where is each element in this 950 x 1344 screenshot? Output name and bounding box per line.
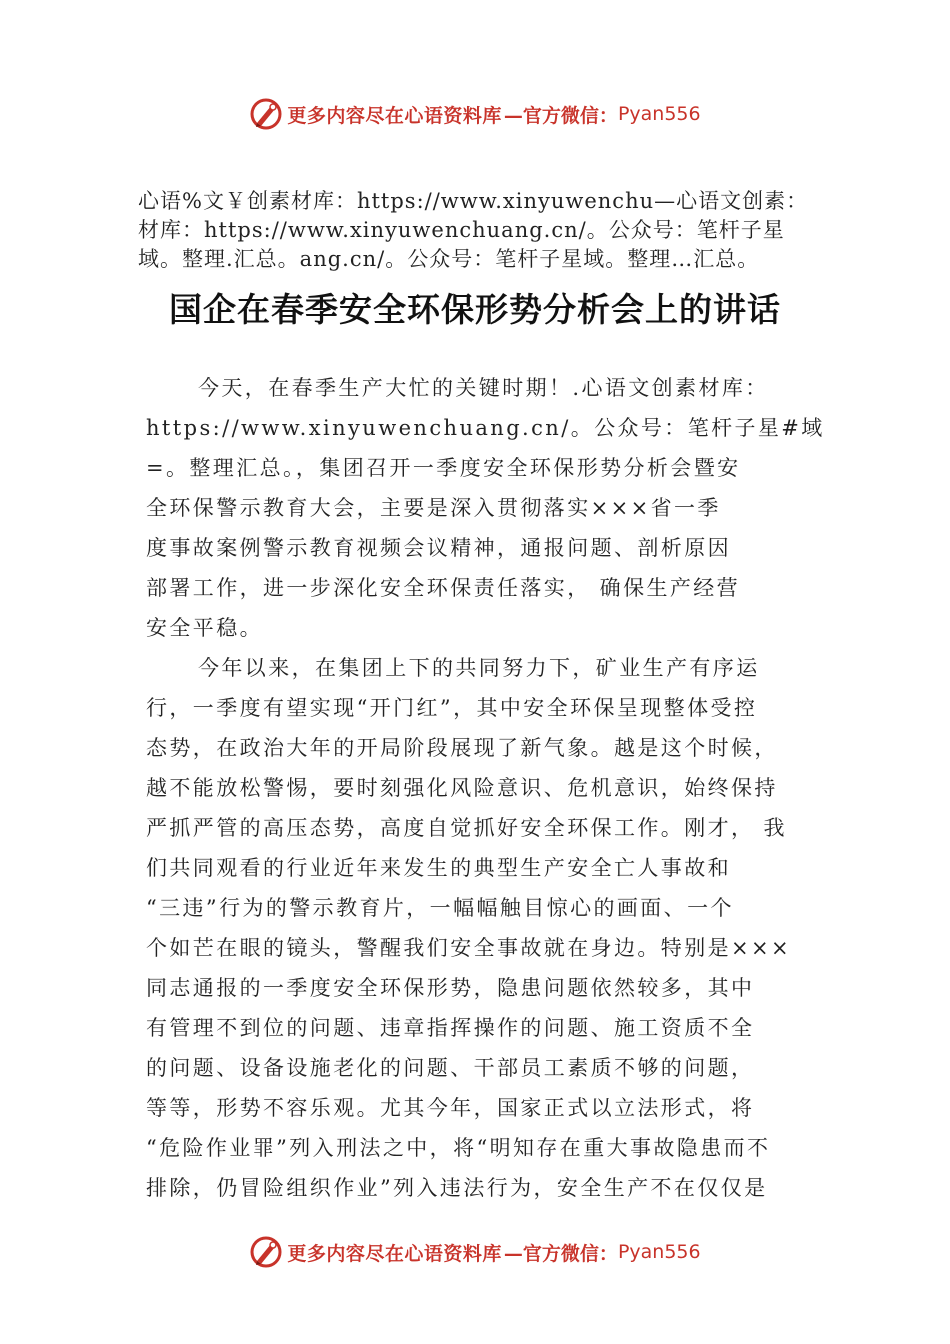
paragraph-1 [146,368,825,648]
text-line: “危险作业罪”列入刑法之中，将“明知存在重大事故隐患而不 [146,1136,771,1160]
header-banner [0,94,950,134]
text-line: 个如芒在眼的镜头，警醒我们安全事故就在身边。特别是××× [146,936,791,960]
banner-wechat-id: Pyan556 [617,103,701,125]
watermark-line: 心语%文￥创素材库：https://www.xinyuwenchu—心语文创素： [138,189,809,213]
watermark-text-block [138,187,843,274]
text-line: 今天，在春季生产大忙的关键时期！.心语文创素材库： [198,376,769,400]
banner-site-text: 更多内容尽在心语资料库 [287,104,502,127]
paragraph-2 [146,648,816,1208]
footer-banner [0,1232,950,1272]
text-line: 越不能放松警惕，要时刻强化风险意识、危机意识，始终保持 [146,776,778,800]
text-line: 们共同观看的行业近年来发生的典型生产安全亡人事故和 [146,856,731,880]
text-line: 今年以来，在集团上下的共同努力下，矿业生产有序运 [198,656,760,680]
text-line: 部署工作，进一步深化安全环保责任落实， 确保生产经营 [146,576,741,600]
text-line: 有管理不到位的问题、违章指挥操作的问题、施工资质不全 [146,1016,755,1040]
document-body [146,368,825,1208]
text-line: 同志通报的一季度安全环保形势，隐患问题依然较多，其中 [146,976,755,1000]
pen-logo-icon [249,1235,283,1269]
text-line: 全环保警示教育大会，主要是深入贯彻落实×××省一季 [146,496,721,520]
text-line: 排除，仍冒险组织作业”列入违法行为，安全生产不在仅仅是 [146,1176,768,1200]
text-line: 严抓严管的高压态势，高度自觉抓好安全环保工作。刚才， 我 [146,816,787,840]
text-line: https://www.xinyuwenchuang.cn/。公众号：笔杆子星#域 [146,416,825,440]
text-line: 行，一季度有望实现“开门红”，其中安全环保呈现整体受控 [146,696,758,720]
document-title: 国企在春季安全环保形势分析会上的讲话 [169,290,781,329]
banner-wechat-label: —官方微信： [503,1242,618,1265]
text-line: 的问题、设备设施老化的问题、干部员工素质不够的问题， [146,1056,755,1080]
pen-logo-icon [249,97,283,131]
text-line: 等等，形势不容乐观。尤其今年，国家正式以立法形式，将 [146,1096,755,1120]
banner-site-text: 更多内容尽在心语资料库 [287,1242,502,1265]
banner-wechat-label: —官方微信： [503,104,618,127]
text-line: “三违”行为的警示教育片，一幅幅触目惊心的画面、一个 [146,896,734,920]
banner-wechat-id: Pyan556 [617,1241,701,1263]
watermark-line: 域。整理.汇总。ang.cn/。公众号：笔杆子星域。整理…汇总。 [138,247,760,271]
text-line: 态势，在政治大年的开局阶段展现了新气象。越是这个时候， [146,736,778,760]
text-line: 安全平稳。 [146,616,263,640]
watermark-line: 材库：https://www.xinyuwenchuang.cn/。公众号：笔杆子星 [138,218,785,242]
text-line: =。整理汇总。，集团召开一季度安全环保形势分析会暨安 [146,456,741,480]
text-line: 度事故案例警示教育视频会议精神，通报问题、剖析原因 [146,536,731,560]
